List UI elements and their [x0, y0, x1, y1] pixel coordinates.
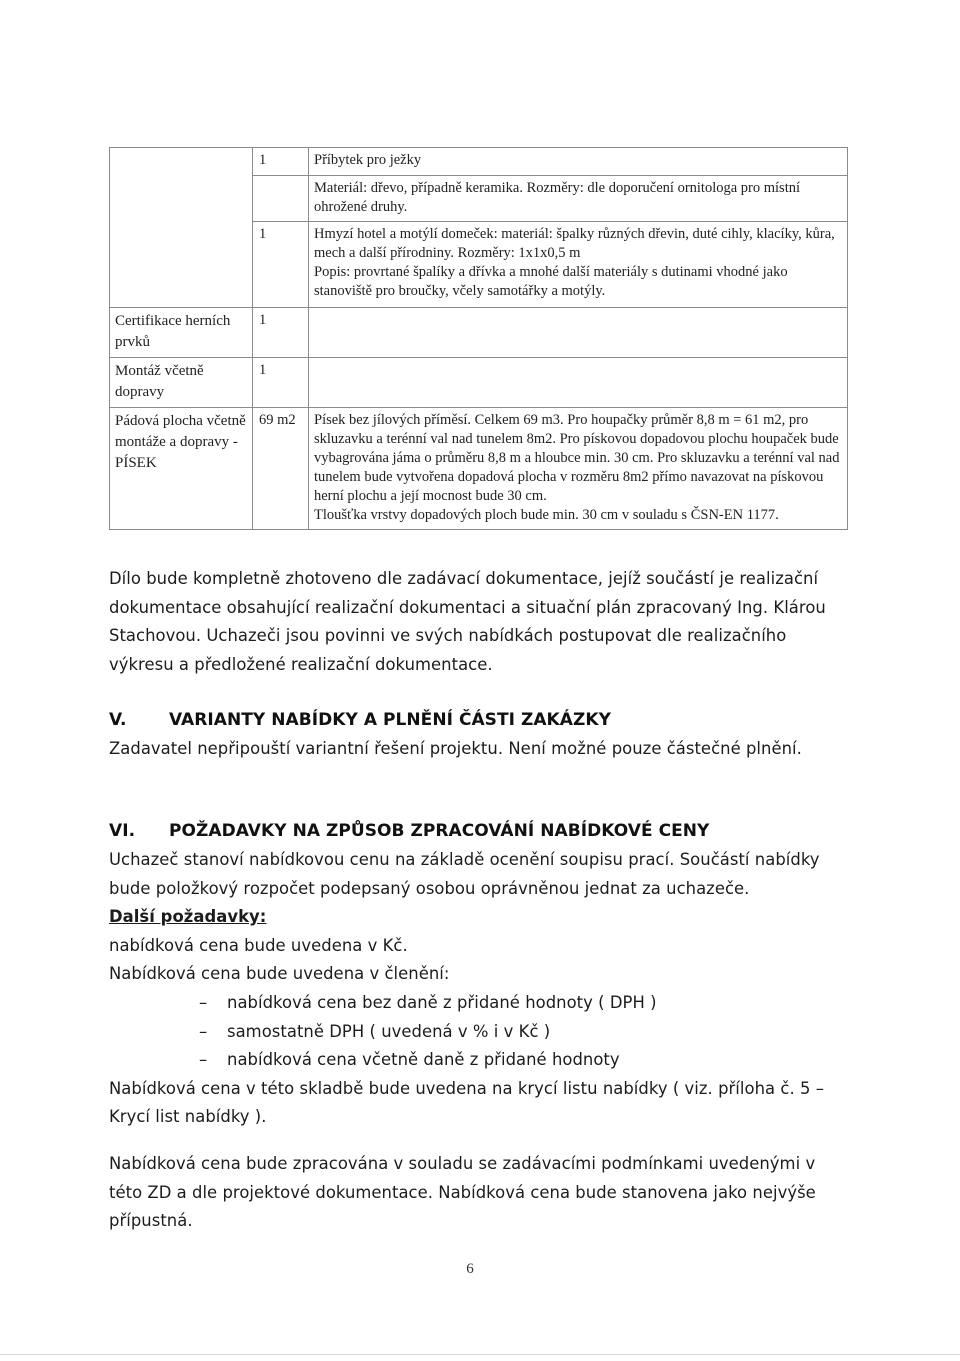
price-breakdown-list: [109, 989, 849, 1075]
item-description: Popis: provrtané špalíky a dřívka a mnohé další materiály s dutinami vhodné jako stanoviště pro broučky, včely samotářky a motýly.: [314, 264, 788, 299]
item-description-cell: [309, 148, 848, 176]
section-text: Zadavatel nepřipouští variantní řešení projektu. Není možné pouze částečné plnění.: [109, 739, 802, 758]
item-quantity-cell: 1: [253, 148, 309, 176]
specification-table: [109, 147, 848, 530]
list-item-text: nabídková cena bez daně z přidané hodnoty ( DPH ): [227, 992, 657, 1012]
table-row: [110, 358, 848, 408]
item-description-cell: [309, 222, 848, 308]
table-row: [110, 308, 848, 358]
item-description: Příbytek pro ježky: [314, 152, 422, 168]
table-row: [110, 222, 848, 308]
dash-bullet: –: [199, 1050, 208, 1070]
dash-bullet: –: [199, 992, 208, 1012]
section-number: V.: [109, 710, 127, 730]
requirement-line: Nabídková cena v této skladbě bude uvedena na krycí listu nabídky ( viz. příloha č. 5 – Krycí list nabídky ).: [109, 1078, 824, 1127]
closing-paragraph: Nabídková cena bude zpracována v souladu se zadávacími podmínkami uvedenými v této ZD a dle projektové dokumentace. Nabídková cena bude stanovena jako nejvýše přípustná.: [109, 1154, 816, 1231]
item-description-cell: [309, 176, 848, 222]
item-description-cell: [309, 308, 848, 358]
item-description: Tloušťka vrstvy dopadových ploch bude min. 30 cm v souladu s ČSN-EN 1177.: [314, 507, 779, 523]
item-description: Písek bez jílových příměsí. Celkem 69 m3. Pro houpačky průměr 8,8 m = 61 m2, pro skluzavku a terénní val nad tunelem 8m2. Pro pískovou dopadovou plochu houpaček bude vybagrována jáma o průměru 8,8 m a hloubce min. 30 cm. Pro skluzavku a terénní val nad tunelem bude vytvořena dopadová plocha v rozměru 8m2 přímo navazovat na pískovou herní plochu a její mocnost bude 30 cm.: [314, 412, 840, 504]
intro-paragraph-block: [109, 565, 849, 679]
item-name-cell: [110, 222, 253, 308]
item-quantity-cell: 69 m2: [253, 408, 309, 530]
item-description-cell: [309, 408, 848, 530]
item-name-cell: Montáž včetně dopravy: [110, 358, 253, 408]
item-description: Hmyzí hotel a motýlí domeček: materiál: špalky různých dřevin, duté cihly, klacíky, kůra, mech a další přírodniny. Rozměry: 1x1x0,5 m: [314, 226, 835, 261]
section-number: VI.: [109, 821, 136, 841]
intro-paragraph: Dílo bude kompletně zhotoveno dle zadávací dokumentace, jejíž součástí je realizační dokumentace obsahující realizační dokumentaci a situační plán zpracovaný Ing. Klárou Stachovou. Uchazeči jsou povinni ve svých nabídkách postupovat dle realizačního výkresu a předložené realizační dokumentace.: [109, 569, 826, 674]
section-text: Uchazeč stanoví nabídkovou cenu na základě ocenění soupisu prací. Součástí nabídky bude položkový rozpočet podepsaný osobou oprávněnou jednat za uchazeče.: [109, 850, 820, 898]
item-name-cell: Pádová plocha včetně montáže a dopravy - PÍSEK: [110, 408, 253, 530]
requirement-line: Nabídková cena bude uvedena v členění:: [109, 964, 450, 984]
dash-bullet: –: [199, 1021, 208, 1041]
table-row: [110, 408, 848, 530]
requirement-line: nabídková cena bude uvedena v Kč.: [109, 935, 408, 955]
list-item-text: nabídková cena včetně daně z přidané hodnoty: [227, 1050, 620, 1070]
list-item: [109, 1046, 849, 1075]
section-price-requirements: [109, 816, 849, 1132]
table-row: [110, 176, 848, 222]
item-name-cell: [110, 148, 253, 176]
subheading-other-requirements: Další požadavky:: [109, 907, 267, 927]
scan-edge-divider: [0, 1354, 960, 1355]
item-quantity-cell: [253, 176, 309, 222]
section-heading: [109, 705, 849, 735]
item-quantity-cell: 1: [253, 358, 309, 408]
table-row: [110, 148, 848, 176]
section-variants: [109, 705, 849, 764]
item-name-cell: [110, 176, 253, 222]
item-description: Materiál: dřevo, případně keramika. Rozměry: dle doporučení ornitologa pro místní ohrožené druhy.: [314, 180, 801, 215]
section-title: VARIANTY NABÍDKY A PLNĚNÍ ČÁSTI ZAKÁZKY: [169, 710, 611, 730]
list-item-text: samostatně DPH ( uvedená v % i v Kč ): [227, 1021, 551, 1041]
section-heading: [109, 816, 849, 846]
item-name-cell: Certifikace herních prvků: [110, 308, 253, 358]
closing-paragraph-block: [109, 1150, 849, 1236]
item-quantity-cell: 1: [253, 222, 309, 308]
item-quantity-cell: 1: [253, 308, 309, 358]
item-description-cell: [309, 358, 848, 408]
page-number: 6: [466, 1261, 474, 1277]
section-title: POŽADAVKY NA ZPŮSOB ZPRACOVÁNÍ NABÍDKOVÉ CENY: [169, 821, 710, 841]
list-item: [109, 989, 849, 1018]
list-item: [109, 1018, 849, 1047]
